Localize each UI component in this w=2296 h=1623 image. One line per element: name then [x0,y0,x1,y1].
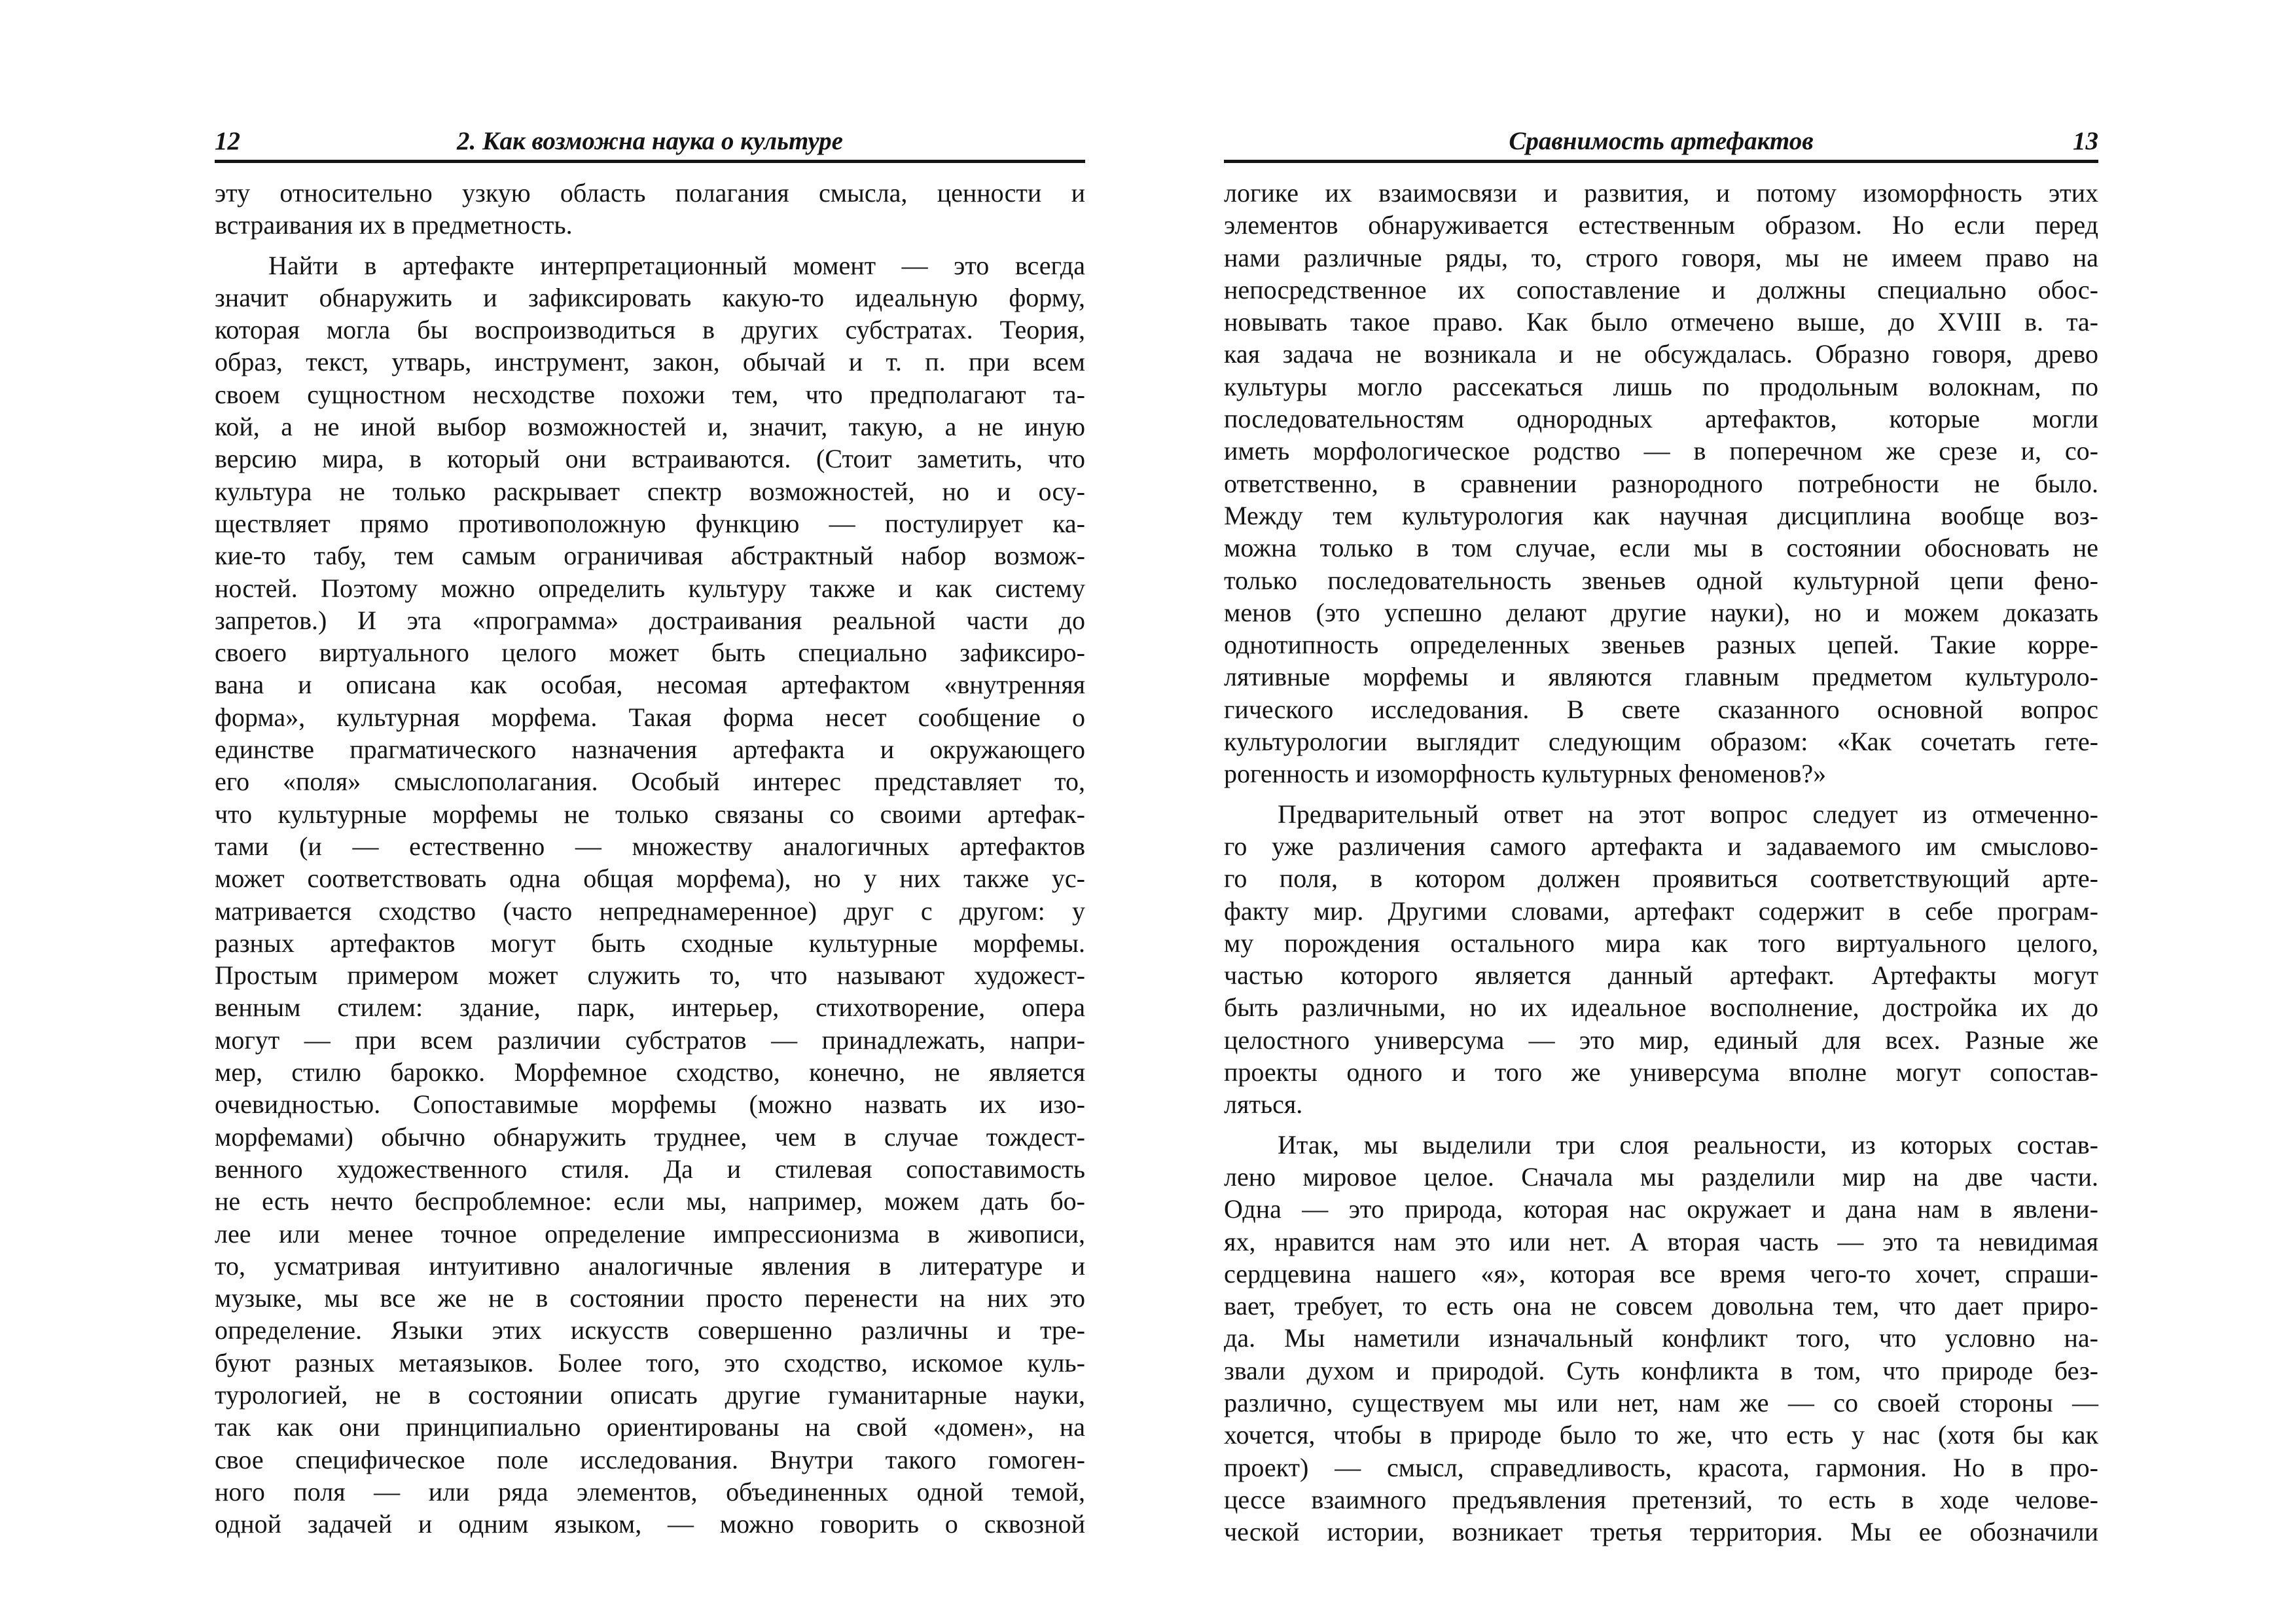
text-line: своего виртуального целого может быть специально зафиксиро- [215,638,1085,668]
text-line: разных артефактов могут быть сходные культурные морфемы. [215,928,1085,958]
text-line: кая задача не возникала и не обсуждалась. Образно говоря, древо [1224,339,2098,369]
text-line: единстве прагматического назначения артефакта и окружающего [215,735,1085,765]
text-line: звали духом и природой. Суть конфликта в том, что природе без- [1224,1355,2098,1385]
left-page-number: 12 [215,127,240,155]
text-line: своем сущностном несходстве похожи тем, что предполагают та- [215,379,1085,409]
text-line: культурологии выглядит следующим образом: «Как сочетать гете- [1224,727,2098,757]
left-header-rule [215,160,1085,163]
text-line: проекты одного и того же универсума вполне могут сопостав- [1224,1057,2098,1087]
text-line: быть различными, но их идеальное восполнение, достройка их до [1224,993,2098,1023]
text-line: да. Мы наметили изначальный конфликт того, что условно на- [1224,1323,2098,1353]
text-line: лено мировое целое. Сначала мы разделили мир на две части. [1224,1161,2098,1192]
text-line: матривается сходство (часто непреднамеренное) друг с другом: у [215,896,1085,926]
right-page [1224,0,2098,1623]
text-line: частью которого является данный артефакт. Артефакты могут [1224,960,2098,991]
text-line: очевидностью. Сопоставимые морфемы (можно назвать их изо- [215,1089,1085,1120]
text-line: ляться. [1224,1089,1303,1120]
left-running-head [215,120,1085,162]
text-line: кой, а не иной выбор возможностей и, значит, такую, а не иную [215,412,1085,442]
text-line: морфемами) обычно обнаружить труднее, чем в случае тождест- [215,1122,1085,1152]
text-line: различно, существуем мы или нет, нам же — со своей стороны — [1224,1387,2098,1417]
text-line: кие-то табу, тем самым ограничивая абстрактный набор возмож- [215,541,1085,571]
text-line: ществляет прямо противоположную функцию — постулирует ка- [215,508,1085,538]
text-line: определение. Языки этих искусств совершенно различны и тре- [215,1315,1085,1345]
text-line: версию мира, в который они встраиваются. (Стоит заметить, что [215,444,1085,474]
text-line: последовательностям однородных артефактов, которые могли [1224,404,2098,434]
text-line: цессе взаимного предъявления претензий, то есть в ходе челове- [1224,1484,2098,1514]
text-line: венного художественного стиля. Да и стилевая сопоставимость [215,1154,1085,1184]
right-running-title: Сравнимость артефактов [1509,127,1814,155]
text-line: культура не только раскрывает спектр возможностей, но и осу- [215,476,1085,506]
text-line: музыке, мы все же не в состоянии просто перенести на них это [215,1283,1085,1313]
left-body-text [215,177,1085,1540]
text-line: рогенность и изоморфность культурных феноменов?» [1224,759,1827,789]
text-line: ческой истории, возникает третья территория. Мы ее обозначили [1224,1517,2098,1547]
text-line: го поля, в котором должен проявиться соответствующий арте- [1224,864,2098,894]
left-running-title: 2. Как возможна наука о культуре [457,127,843,155]
text-line: логике их взаимосвязи и развития, и потому изоморфность этих [1224,178,2098,208]
right-page-number: 13 [2073,127,2098,155]
text-line: непосредственное их сопоставление и должны специально обос- [1224,274,2098,304]
text-line: так как они принципиально ориентированы на свой «домен», на [215,1412,1085,1442]
text-line: тами (и — естественно — множеству аналогичных артефактов [215,831,1085,861]
text-line: образ, текст, утварь, инструмент, закон, обычай и т. п. при всем [215,347,1085,377]
text-line: ях, нравится нам это или нет. А вторая часть — это та невидимая [1224,1226,2098,1256]
text-line: запретов.) И эта «программа» достраивания реальной части до [215,605,1085,635]
text-line: Найти в артефакте интерпретационный момент — это всегда [268,250,1085,280]
text-line: турологией, не в состоянии описать другие гуманитарные науки, [215,1379,1085,1410]
text-line: Итак, мы выделили три слоя реальности, из которых состав- [1278,1129,2098,1159]
text-line: венным стилем: здание, парк, интерьер, стихотворение, опера [215,993,1085,1023]
text-line: лятивные морфемы и являются главным предметом культуроло- [1224,662,2098,692]
text-line: го уже различения самого артефакта и задаваемого им смыслово- [1224,831,2098,861]
left-page [215,0,1085,1623]
text-line: могут — при всем различии субстратов — принадлежать, напри- [215,1025,1085,1055]
text-line: то, усматривая интуитивно аналогичные явления в литературе и [215,1250,1085,1281]
text-line: буют разных метаязыков. Более того, это сходство, искомое куль- [215,1347,1085,1377]
text-line: сердцевина нашего «я», которая все время чего-то хочет, спраши- [1224,1258,2098,1288]
text-line: нами различные ряды, то, строго говоря, мы не имеем право на [1224,242,2098,272]
text-line: форма», культурная морфема. Такая форма несет сообщение о [215,702,1085,732]
text-line: эту относительно узкую область полагания смысла, ценности и [215,178,1085,208]
text-line: свое специфическое поле исследования. Внутри такого гомоген- [215,1444,1085,1474]
text-line: значит обнаружить и зафиксировать какую-то идеальную форму, [215,282,1085,312]
text-line: новывать такое право. Как было отмечено выше, до XVIII в. та- [1224,307,2098,337]
text-line: культуры могло рассекаться лишь по продольным волокнам, по [1224,371,2098,401]
right-body-text [1224,177,2098,1548]
text-line: гического исследования. В свете сказанного основной вопрос [1224,694,2098,724]
text-line: вает, требует, то есть она не совсем довольна тем, что дает приро- [1224,1291,2098,1321]
text-line: можна только в том случае, если мы в состоянии обосновать не [1224,533,2098,563]
text-line: мер, стилю барокко. Морфемное сходство, конечно, не является [215,1057,1085,1087]
text-line: ответственно, в сравнении разнородного потребности не было. [1224,468,2098,498]
right-header-rule [1224,160,2098,163]
text-line: Одна — это природа, которая нас окружает и дана нам в явлени- [1224,1194,2098,1224]
text-line: проект) — смысл, справедливость, красота, гармония. Но в про- [1224,1452,2098,1482]
text-line: одной задачей и одним языком, — можно говорить о сквозной [215,1509,1085,1539]
text-line: вана и описана как особая, несомая артефактом «внутренняя [215,670,1085,700]
text-line: му порождения остального мира как того виртуального целого, [1224,928,2098,958]
text-line: может соответствовать одна общая морфема), но у них также ус- [215,864,1085,894]
right-running-head [1224,120,2098,162]
text-line: хочется, чтобы в природе было то же, что есть у нас (хотя бы как [1224,1420,2098,1450]
text-line: ностей. Поэтому можно определить культуру также и как систему [215,573,1085,603]
text-line: факту мир. Другими словами, артефакт содержит в себе програм- [1224,896,2098,926]
text-line: Предварительный ответ на этот вопрос следует из отмеченно- [1278,799,2098,829]
text-line: только последовательность звеньев одной культурной цепи фено- [1224,565,2098,595]
text-line: Между тем культурология как научная дисциплина вообще воз- [1224,500,2098,530]
text-line: лее или менее точное определение импрессионизма в живописи, [215,1218,1085,1249]
text-line: ного поля — или ряда элементов, объединенных одной темой, [215,1476,1085,1506]
text-line: что культурные морфемы не только связаны со своими артефак- [215,799,1085,829]
text-line: целостного универсума — это мир, единый для всех. Разные же [1224,1025,2098,1055]
text-line: элементов обнаруживается естественным образом. Но если перед [1224,210,2098,240]
text-line: однотипность определенных звеньев разных цепей. Такие корре- [1224,630,2098,660]
text-line: которая могла бы воспроизводиться в других субстратах. Теория, [215,315,1085,345]
text-line: его «поля» смыслополагания. Особый интерес представляет то, [215,767,1085,797]
text-line: менов (это успешно делают другие науки), но и можем доказать [1224,597,2098,627]
text-line: Простым примером может служить то, что называют художест- [215,960,1085,991]
text-line: иметь морфологическое родство — в поперечном же срезе и, со- [1224,436,2098,466]
text-line: встраивания их в предметность. [215,210,573,240]
text-line: не есть нечто беспроблемное: если мы, например, можем дать бо- [215,1186,1085,1216]
